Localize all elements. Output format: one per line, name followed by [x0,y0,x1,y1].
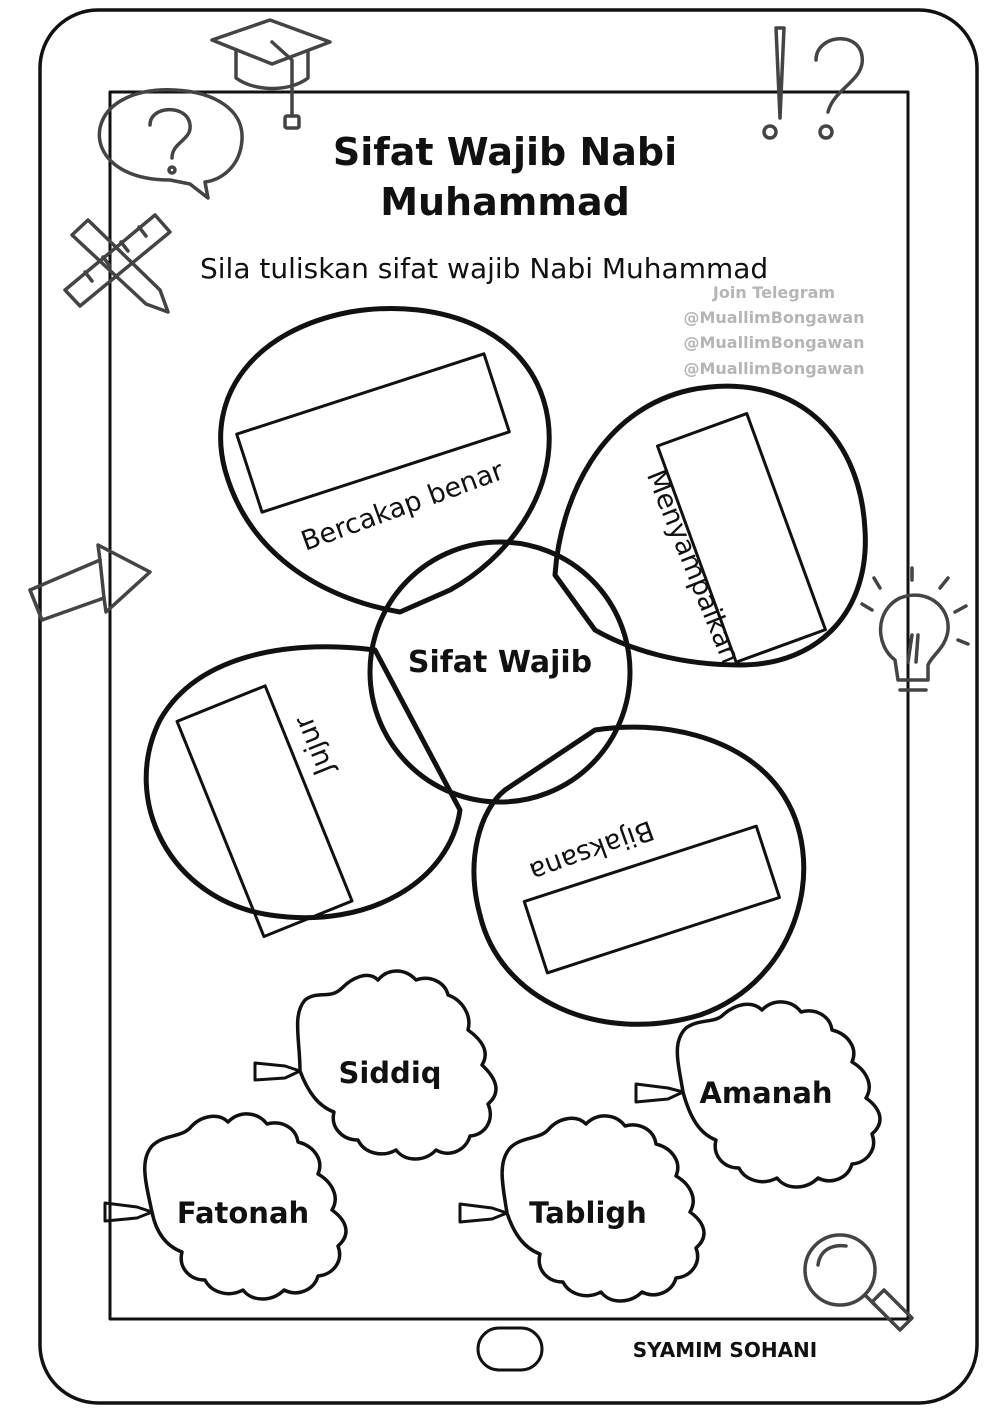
watermark-line: @MuallimBongawan [683,333,865,352]
paper-plane-icon [30,545,150,620]
petal-top-label: Bercakap benar [297,455,508,558]
page-title-line2: Muhammad [380,180,630,224]
petal-bottom-right [474,727,804,1024]
leaf-amanah-label: Amanah [699,1076,833,1110]
ruler-pencil-icon [65,215,170,312]
question-bubble-icon [99,90,242,198]
petal-left-answer-box[interactable] [177,686,352,937]
leaf-tabligh[interactable] [460,1116,704,1301]
question-exclamation-icon [764,28,862,138]
petal-top [221,309,550,612]
leaf-siddiq-stem [255,1063,300,1080]
petal-bottom-right-label: Bijaksana [525,813,658,888]
leaf-fatonah-label: Fatonah [176,1196,310,1230]
leaf-siddiq-label: Siddiq [338,1056,442,1090]
leaf-tabligh-label: Tabligh [529,1196,647,1230]
leaf-tabligh-stem [460,1204,507,1222]
watermark-line: @MuallimBongawan [683,359,865,378]
petal-left-label: Jujur [288,711,340,780]
graduation-cap-icon [212,20,330,128]
lightbulb-icon [862,568,968,690]
leaf-amanah[interactable] [636,1002,880,1187]
center-label: Sifat Wajib [407,645,593,680]
watermark-line: @MuallimBongawan [683,308,865,327]
leaf-fatonah-stem [105,1203,152,1221]
instruction-text: Sila tuliskan sifat wajib Nabi Muhammad [200,252,769,285]
tablet-home-button-icon [478,1328,542,1370]
page-title-line1: Sifat Wajib Nabi [332,130,678,174]
watermark-line: Join Telegram [712,283,836,302]
leaf-amanah-stem [636,1084,683,1102]
flower-diagram [146,309,865,1025]
author-signature: SYAMIM SOHANI [632,1338,818,1362]
magnifier-icon [805,1235,912,1330]
petal-right-label: Menyampaikan [639,465,746,669]
watermark [683,283,864,378]
leaf-fatonah[interactable] [105,1114,346,1299]
